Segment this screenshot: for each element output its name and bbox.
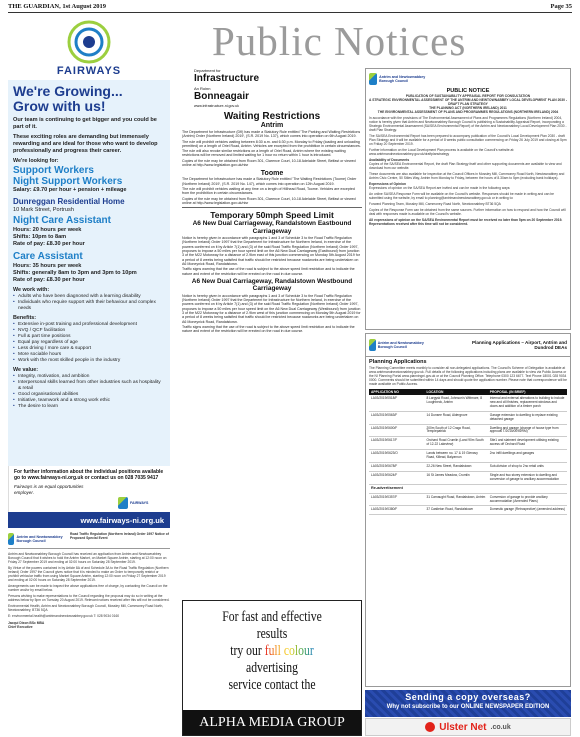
westbound-subtitle: A6 New Dual Carriageway, Randalstown Westbound Carriageway [191,277,353,293]
fairways-looking-for: We're looking for: [13,158,59,164]
planning-table [369,389,567,515]
fairways-values-title: We value: [13,367,39,373]
cell-proposal: Dwelling and garage (change of house type from approval T/2015/0095/RM) [488,424,567,437]
fairways-location-title: Dunreggan Residential Home [13,197,125,206]
column-header: PROPOSAL (IN BRIEF) [488,389,567,395]
dfi-logo-line: An Roinn [194,86,211,91]
dfi-text: Copies of the rule may be obtained from Room 301, Clarence Court, 10-18 Adelaide Street, Belfast or viewed online at http://www.legislation.gov.uk/nisr [182,158,356,168]
table-row [369,462,567,471]
alpha-ad-bar: ALPHA MEDIA GROUP [183,710,361,735]
planning-applications [365,333,571,687]
road-traffic-notice [8,532,170,736]
road-notice-p2: By Virtue of the powers contained in by Article 8A of and Schedule 3A to the Road Traffic Regulation (Northern Ireland) Order 1997 the Council gives notice that it is minded to make an Order to temporarily restrict or prohibit vehicular traffic from using Market Square Antrim, starting 12:00 noon on Friday 27 September 2019 and ending at 02:00 hours on Saturday 28 September 2019. [8,566,169,582]
notice-text: Copies of the SA/SEA Environmental Report, the draft Plan Strategy itself and other supporting documents are available to view and download from our website. [369,162,562,170]
road-notice-p1: Antrim and Newtownabbey Borough Council has received an application from Antrim and Newtownabbey Borough Council that it wishes to hold the Antrim Market, on Market Square Antrim, starting at 12:00 noon on Friday 27 September 2019 and ending at 02:00 hours on Saturday 28 September 2019. [8,552,167,564]
fairways-wordmark: FAIRWAYS [56,65,122,77]
list-item: • Individuals who require support with their behaviour and complex needs [13,300,165,312]
council-name: Antrim and Newtownabbey Borough Council [377,341,424,349]
notice-text: Expressions of opinion on the SA/SEA Report are invited and can be made in the following ways: [369,186,511,190]
online-ad-sub: Why not subscribe to our ONLINE NEWSPAPER EDITION [386,704,550,710]
page-header [8,3,572,12]
fairways-footer-logo [118,496,164,510]
fairways-salary: Salary: £9.70 per hour + pension + mileage [13,187,127,193]
list-item: • More sociable hours [13,352,165,358]
notice-text: The SA/SEA Environmental Report has been prepared to accompany publication of the Council's Local Development Plan 2030 - draft Plan Strategy and it will be available for a period of 8 weeks public consultation commencing on Friday 26 July 2019 and closing at 5pm on Friday 20 September 2019. [369,134,567,146]
alpha-ad-line: For fast and effective results [222,609,322,642]
online-edition-ad[interactable] [365,690,571,717]
fairways-headline-1: We're Growing... [13,83,123,99]
list-item: • Less driving / more care & support [13,346,165,352]
cell-app-no: LA03/2019/0678/F [369,462,424,471]
road-notice-signatory: Jacqui Dixon BSc MBA [8,621,45,625]
notice-section-title: Availability of Documents [369,158,410,162]
road-notice-p5: Environmental Health, Antrim and Newtownabbey Borough Council, Mossley Mill, Carnmoney Road North, Newtownabbey, BT36 5QA [8,604,164,612]
dfi-text: Notice is hereby given in accordance with paragraphs 1 and 3 of Schedule 3 to the Road Traffic Regulation (Northern Ireland) Order 1997 that the Department for Infrastructure for Northern Ireland, in exercise of the powers conferred on it by Article 7(1) and (3) of the said Road Traffic Regulation (Northern Ireland) Order 1997, proposes to impose a 50 miles per hour speed limit on the A6 New Dual Carriageway (Eastbound) from junction 3 of the M22 Motorway for a distance of 2.9km east of this junction commencing on Monday 5th August 2019 for a period of 8 weeks being satisfied that traffic should be restricted because roadworks are being undertaken on A6 Moneynick Road, Randalstown. [182,236,360,266]
fairways-ad [8,80,170,466]
table-row [369,450,567,463]
online-ad-headline: Sending a copy overseas? [405,692,531,702]
cell-location: 16 St James Meadow, Crumlin [424,471,487,484]
cell-app-no: LA03/2019/0623/O [369,450,424,463]
fairways-benefits-list [13,322,165,364]
fairways-values-list [13,374,165,410]
dfi-url: www.infrastructure-ni.gov.uk [194,104,239,108]
dfi-text: The Department for Infrastructure has made a Statutory Rule entitled 'The Waiting Restrictions (Toome) Order (Northern Ireland) 2019', (S.R. 2019 No. 147), which comes into operation on 12th August 2019. [182,177,357,186]
list-item: • Extensive in-post training and professional development [13,322,165,328]
table-row [369,484,567,493]
road-notice-title: Road Traffic Regulation (Northern Ireland) Order 1997 Notice of Proposed Special Event [70,532,169,540]
dfi-text: Traffic signs warning that the use of the road is subject to the above speed limit restriction and to indicate the nature and extent of the restriction will be erected on the road in due course. [182,324,355,334]
alpha-media-ad [182,600,362,736]
list-item: • Interpersonal skills learned from other industries such as hospitality & retail [13,380,165,392]
alpha-ad-copy [203,601,342,694]
cell-proposal: Garage extension to dwelling to replace existing detached garage [488,411,567,424]
speed-limit-title: Temporary 50mph Speed Limit [210,210,334,221]
public-notice-subheading: THE PLANNING ACT (NORTHERN IRELAND) 2011 [429,106,507,110]
cell-location: 22-26 New Street, Randalstown [424,462,487,471]
council-logo-icon [369,73,377,85]
fairways-job-1-line: Rate of pay: £8.30 per hour [13,241,85,247]
dfi-logo [182,68,362,108]
fairways-logo-icon [118,497,128,509]
road-notice-p4: Persons wishing to make representations to the Council regarding the proposal may do so in writing at the address below by 5pm on Tuesday 20 August 2019. Relevant notices received after this will not be considered. [8,594,170,602]
planning-header [366,334,570,357]
ulsternet-domain: .co.uk [490,723,511,731]
notice-text: These documents are also available for inspection at the Council Offices in Mossley Mill, Carnmoney Road North, Newtownabbey and Antrim Civic Centre, 50 Stiles Way, Antrim from Monday to Friday, between the hours of 8.30am to 5pm (excluding bank holidays). [369,172,565,180]
cell-app-no: LA03/2019/0624/F [369,471,424,484]
fairways-logo-area [8,14,170,80]
header-right: Page 35 [550,3,572,10]
dfi-text: The rule will prohibit vehicles waiting between 8:30 a.m. and 6:30 p.m. Monday to Friday (loading and unloading permitted) on a length of Oriel Road, Antrim. Vehicles are excepted from the prohibition in certain circumstances. [182,139,361,148]
cell-location: 8 Largysk Road, Johnson's Wittmore, 8 Loughbeck, Antrim [424,395,487,411]
council-logo-icon [369,339,376,351]
notice-text: An online SA/SEA Response Form will be available on the Council's website. Responses should be made in writing and can be submitted using the website, by email to planning@antrimandnewtownabbey.gov.uk or in writing to: [369,192,554,200]
alpha-ad-line: service contact the [228,677,316,693]
fairways-job-1-title: Night Care Assistant [13,215,111,226]
public-notice-subheading: THE ENVIRONMENTAL ASSESSMENT OF PLANS AND PROGRAMMES REGULATIONS (NORTHERN IRELAND) 2004 [377,110,559,114]
council-logo [369,338,429,352]
fairways-job-1-line: Shifts: 10pm to 8am [13,234,67,240]
planning-intro: The Planning Committee meets monthly to consider all non-delegated applications. The Council's Scheme of Delegation is available at www.antrimandnewtownabbey.gov.uk. Full details of the following applications including plans are available to view via Public Access or the NI Planning Portal www.planningni.gov.uk or at the Council Planning Office. Telephone 0300 123 6677. Text Phone 18001 028 9034 0000. Comments should be submitted within 14 days and should quote the application number. Please note that correspondence will be made available on Public Access. [369,366,567,386]
header-rule [8,12,572,13]
cell-location: 200m South of 12 Crago Road, Templepatrick [424,424,487,437]
cell-app-no: LA03/2019/0380/F [369,506,424,515]
fairways-job-2-title: Care Assistant [13,251,83,262]
road-notice-signatory-title: Chief Executive [8,625,33,629]
antrim-subtitle: Antrim [260,122,284,129]
notice-text: Forward Planning Team, Mossley Mill, Carnmoney Road North, Newtownabbey BT36 5QA [369,202,501,206]
dfi-text: Traffic signs warning that the use of the road is subject to the above speed limit restriction and to indicate the nature and extent of the restriction will be erected on the road in due course. [182,267,355,276]
fairways-job-2-line: Hours: 35 hours per week [13,263,82,269]
fairways-work-with-title: We work with: [13,287,50,293]
cell-location: Orchard Road Crumlin (Land 90m South of 12-22 Lakeview) [424,437,487,450]
council-name: Antrim and Newtownabbey Borough Council [16,535,63,543]
notice-text: Copies of the Response Form can be obtained from the same sources. Further information on how to respond and how the Council will deal with responses made is available on the Council's website. [369,208,566,216]
cell-app-no: LA03/2019/0600/F [369,424,424,437]
cell-proposal: Sub-division of shop to 2no retail units [488,462,567,471]
dfi-logo-line: Infrastructure [194,73,260,84]
page-title: Public Notices [212,18,467,64]
table-row [369,395,567,411]
list-item: • Adults who have been diagnosed with a learning disability [13,294,165,300]
fairways-job-1-line: Hours: 20 hours per week [13,227,82,233]
ulsternet-ad[interactable] [365,718,571,736]
fairways-footer-info: For further information about the individual positions available go to www.fairways-ni.org.uk or contact us on 028 7035 9417 [14,469,164,481]
dfi-text: The Department for Infrastructure (DfI) has made a Statutory Rule entitled 'The Parking and Waiting Restrictions (Antrim) Order (Northern Ireland) 2019', (S.R. 2019 No. 137), which comes into operation on 6th August 2019. [182,130,361,139]
list-item: • Full & part time positions [13,334,165,340]
cell-proposal: Single and two storey extension to dwelling and conversion of garage to ancillary accommodation [488,471,567,484]
alpha-ad-line [206,643,339,677]
council-name: Antrim and Newtownabbey Borough Council [379,75,426,83]
cell-location: 31 Carnaught Road, Randalstown, Antrim [424,493,487,506]
dfi-text: The rule will also revoke similar restrictions on a length of Oriel Road, Antrim where the existing waiting restrictions will be removed and limited waiting for 1 hour no return within 1 hour is introduced. [182,149,346,158]
table-row [369,471,567,484]
list-item: • Initiative, teamwork and a strong work ethic [13,398,165,404]
cell-proposal: 2no infill dwellings and garages [488,450,567,463]
fairways-headline-2: Grow with us! [13,98,106,114]
notice-section-title: Expressions of Opinion [369,182,407,186]
dfi-notices [182,68,362,596]
cell-location: Lands between no. 17 & 19 Glenavy Road, Killead, Balyarnun [424,450,487,463]
table-row [369,424,567,437]
public-notice-heading: PUBLIC NOTICE [446,88,490,94]
dfi-logo-line: Department for [194,68,221,73]
cell-proposal: Conversion of garage to provide ancillary accommodation (Amended Plans) [488,493,567,506]
cell-proposal: Internal and external alterations to building to include new and cill finishes, replacement windows and doors and addition of a timber porch [488,395,567,411]
fairways-location-address: 10 Mark Street, Portrush [13,207,74,213]
cell-location: 14 Dunsee Road, Aldergrove [424,411,487,424]
council-logo [8,532,66,546]
fairways-equal-opps: Fairways is an equal opportunities employer. [14,484,84,495]
council-logo [369,72,441,86]
dfi-text: Notice is hereby given in accordance with paragraphs 1 and 3 of Schedule 3 to the Road Traffic Regulation (Northern Ireland) Order 1997 that the Department for Infrastructure for Northern Ireland, in exercise of the powers conferred on it by Article 7(1) and (3) of the said Road Traffic Regulation (Northern Ireland) Order 1997, proposes to impose a 50 miles per hour speed limit on the A6 New Dual Carriageway (Westbound) from junction 3 of the M22 Motorway for a distance of 2.9km west of this junction commencing on Monday 5th August 2019 for a period of 8 weeks being satisfied that traffic should be restricted because roadworks are being undertaken on A6 Moneynick Road, Randalstown. [182,293,361,324]
dfi-text: The rule will prohibit vehicles waiting at any time on a length of Hillhead Road, Toome. Vehicles are excepted from the prohibition in certain circumstances. [182,186,355,196]
fairways-intro-2: These exciting roles are demanding but immensely rewarding and are ideal for those who want to develop professionally and progress their career. [13,134,158,154]
planning-title: Planning Applications [369,359,427,365]
public-notice-subheading: A STRATEGIC ENVIRONMENTAL ASSESSMENT OF THE ANTRIM AND NEWTOWNABBEY LOCAL DEVELOPMENT PLAN 2030 - DRAFT PLAN STRATEGY [369,98,567,106]
fairways-job-2-line: Rate of pay: £8.30 per hour [13,277,85,283]
table-row [369,493,567,506]
alpha-ad-full-colour: full colour [264,643,314,659]
list-item: • NVQ / QCF facilitation [13,328,165,334]
alpha-ad-text: try our [230,643,265,659]
list-item: • Good organisational abilities [13,392,165,398]
column-header: LOCATION [424,389,487,395]
notice-text: In accordance with the provisions of The Environmental Assessment of Plans and Programmes Regulations (Northern Ireland) 2004, notice is hereby given that Antrim and Newtownabbey Borough Council is publishing a Sustainability Appraisal Report, incorporating a Strategic Environmental Assessment (SA/SEA Environmental Report) of the Antrim and Newtownabbey Local Development Plan 2030 - draft Plan Strategy. [369,116,567,132]
fairways-job-2-line: Shifts: generally 8am to 3pm and 3pm to 10pm [13,270,137,276]
list-item: • Work with the most skilled people in the industry [13,358,165,364]
ulsternet-logo-icon [425,722,435,732]
fairways-url[interactable]: www.fairways-ni.org.uk [8,512,170,528]
fairways-intro-1: Our team is continuing to get bigger and you could be part of it. [13,117,157,130]
waiting-restrictions-title: Waiting Restrictions [223,111,321,122]
toome-subtitle: Toome [260,170,284,178]
table-row [369,506,567,515]
road-notice-p3: Arrangements can be made to inspect the above applications free of charge, by contacting the Council on the number and/or by email below. [8,584,168,592]
list-item: • Integrity, motivation, and ambition [13,374,165,380]
list-item: • Equal pay regardless of age [13,340,165,346]
column-header: APPLICATION NO [369,389,424,395]
cell-app-no: LA03/2019/0518/F [369,395,424,411]
planning-header-right: Planning Applications – Airport, Antrim and Dundrod DEAs [472,339,567,350]
dfi-logo-line: Bonneagair [194,91,250,102]
cell-app-no: LA03/2019/0357/F [369,493,424,506]
public-notice-subheading: PUBLICATION OF SUSTAINABILITY APPRAISAL REPORT FOR CONSULTATION [405,94,531,98]
council-logo-icon [8,533,14,545]
table-row [369,437,567,450]
fairways-footer-logo-text: FAIRWAYS [130,501,149,505]
eastbound-subtitle: A6 New Dual Carriageway, Randalstown Eastbound Carriageway [192,220,352,235]
re-advert-label: Re-advertisement [369,484,567,493]
cell-app-no: LA03/2019/0617/F [369,437,424,450]
header-left: THE GUARDIAN, 1st August 2019 [8,3,107,10]
fairways-work-with-list [13,294,165,312]
fairways-footer [8,466,170,512]
cell-location: 37 Castleton Road, Randalstown [424,506,487,515]
cell-app-no: LA03/2019/0563/F [369,411,424,424]
alpha-ad-text: advertising [246,660,298,676]
cell-proposal: Domestic garage (Retrospective) (amended address) [488,506,567,515]
table-row [369,411,567,424]
road-notice-p6: E: environmental.health@antrimandnewtownabbey.gov.uk T: 028 9034 0160 [8,614,120,618]
notice-text: All expressions of opinion on the SA/SEA Environmental Report must be received no later than 5pm on 20 September 2019. Representations received after this time will not be considered. [369,218,563,226]
fairways-role-2: Night Support Workers [13,176,123,187]
fairways-role-1: Support Workers [13,165,94,176]
notice-text: Further information on the Local Development Plan process is available on the Council's website at: www.antrimandnewtownabbey.gov.uk/draftplanstrategy [369,148,515,156]
ulsternet-name: Ulster Net [439,721,487,733]
list-item: • The desire to learn [13,404,165,410]
dfi-text: Copies of the rule may be obtained from Room 301, Clarence Court, 10-18 Adelaide Street, Belfast or viewed online at http://www.legislation.gov.uk/nisr [182,196,356,205]
cell-proposal: Site1 and slatment development utilising existing access off Orchard Road [488,437,567,450]
fairways-benefits-title: Benefits: [13,315,37,321]
sa-public-notice [365,68,571,330]
